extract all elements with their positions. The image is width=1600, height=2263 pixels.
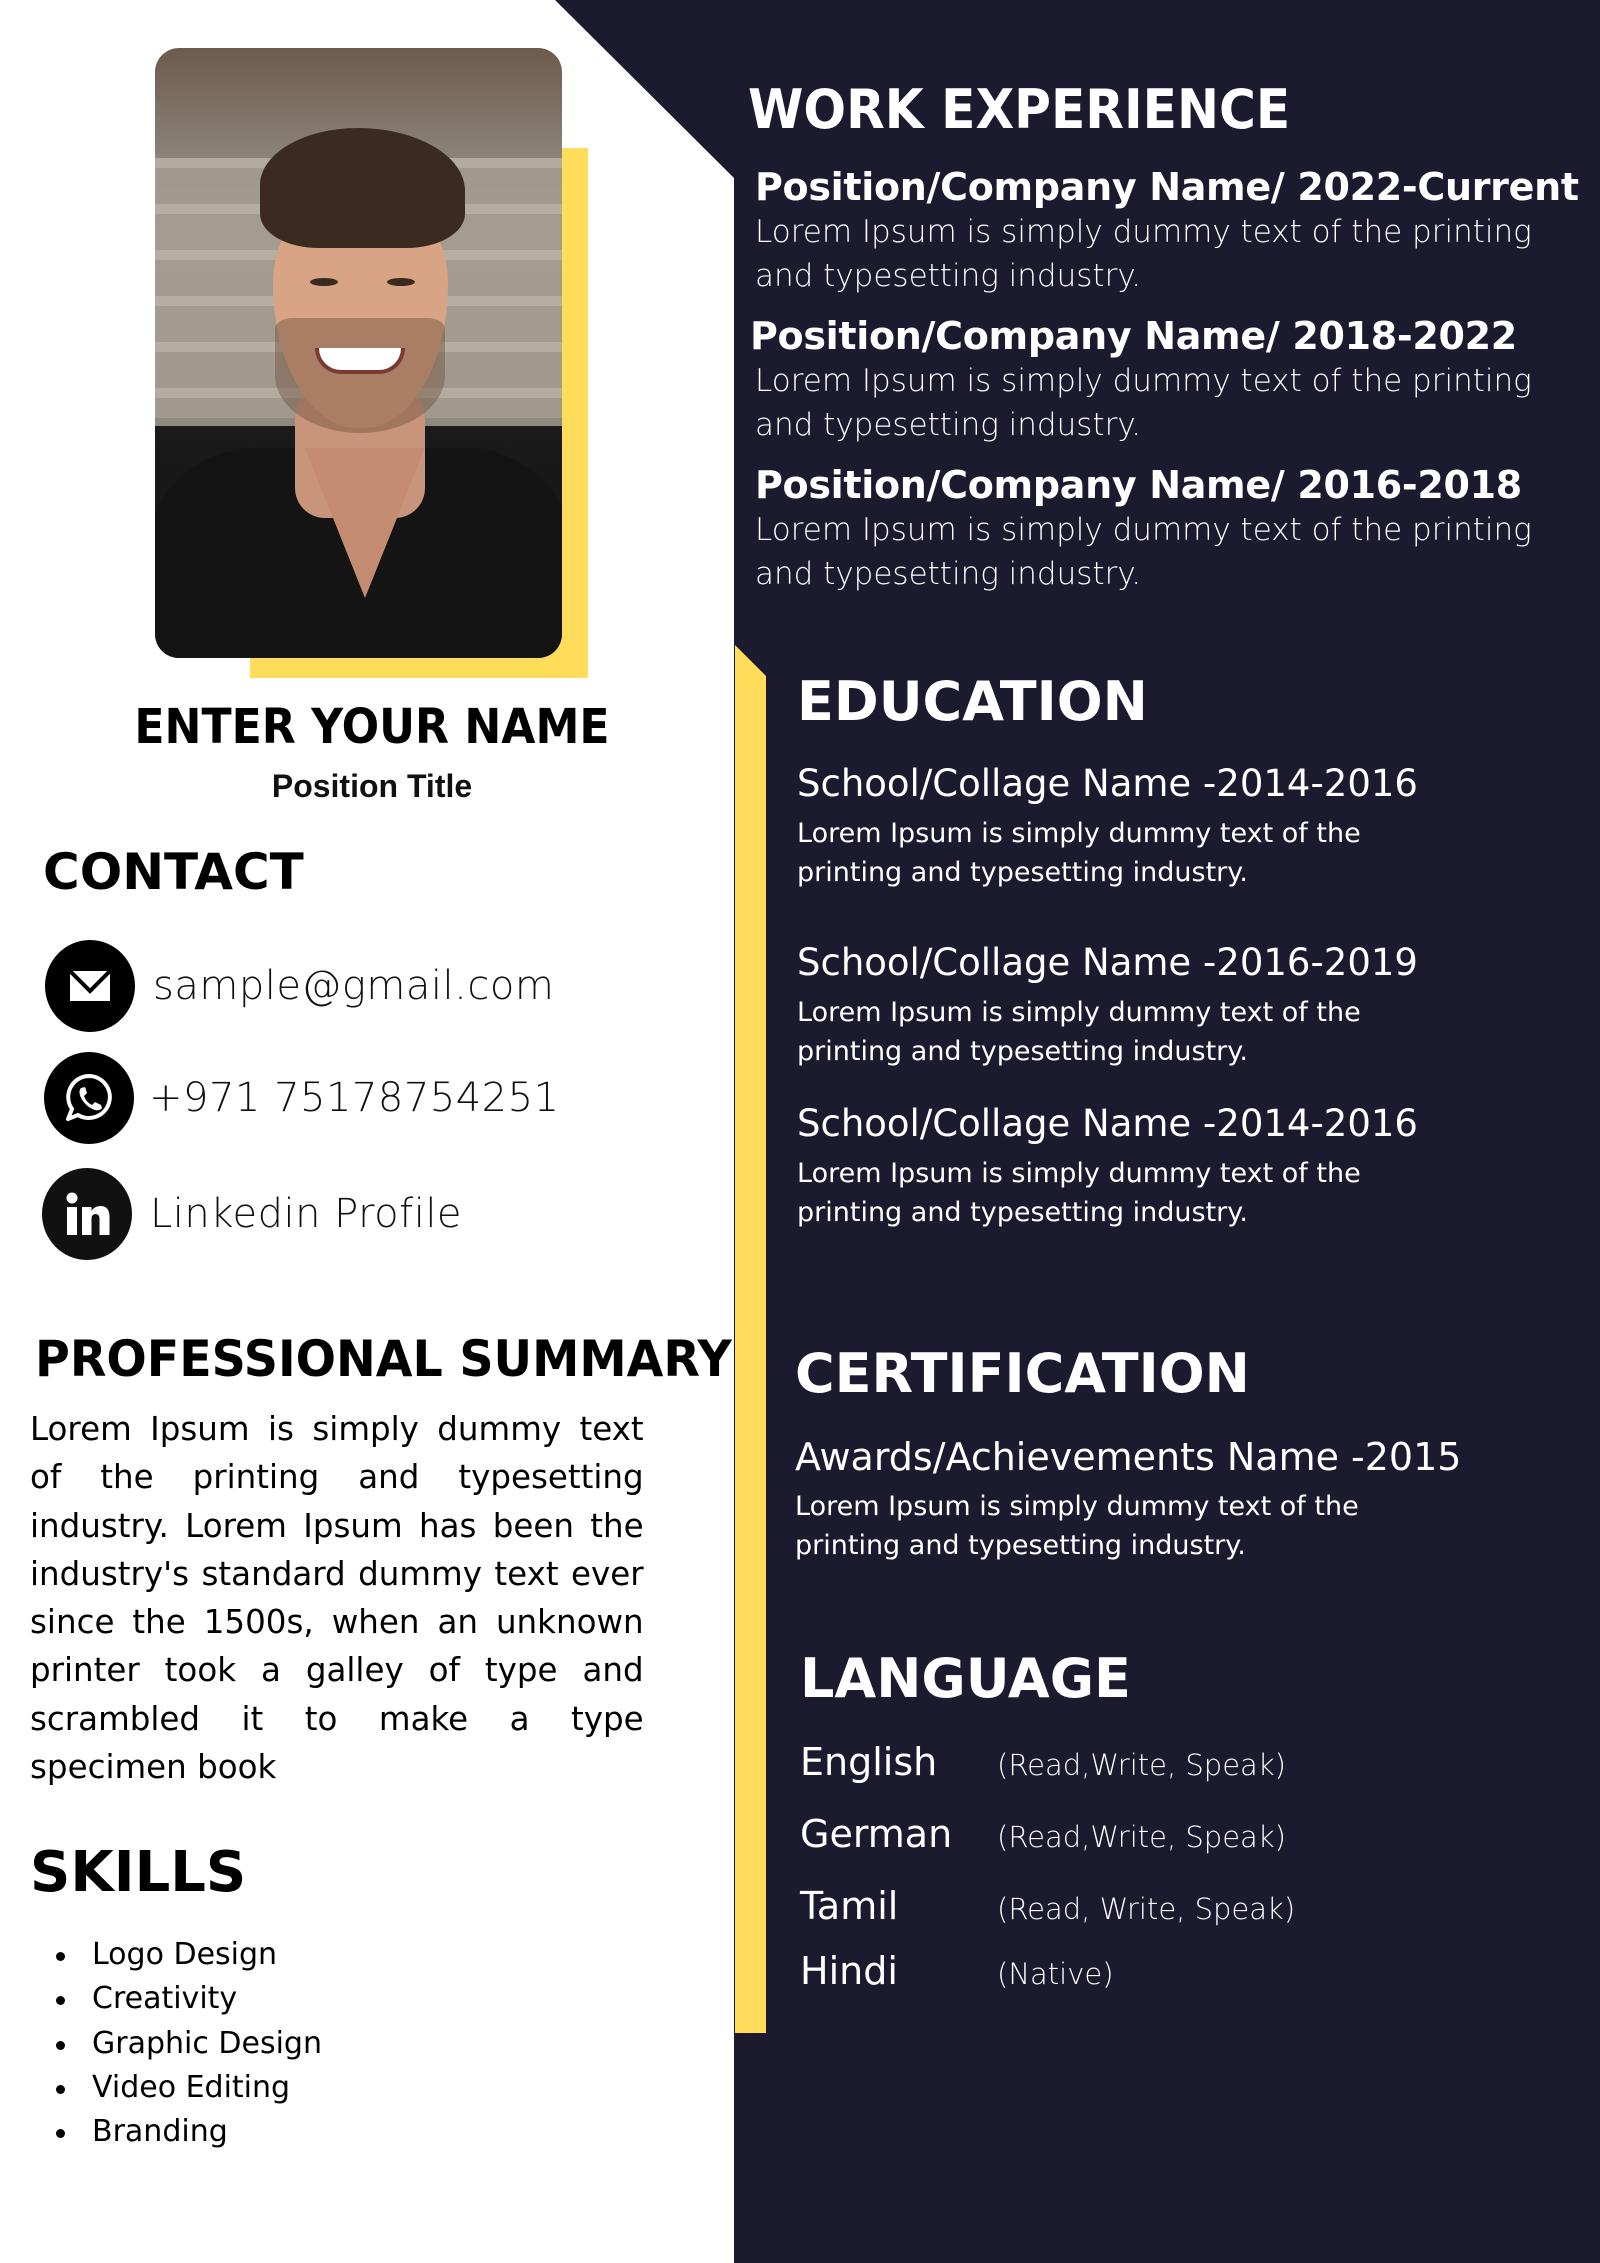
language-level: (Read, Write, Speak) — [997, 1892, 1296, 1926]
language-level: (Read,Write, Speak) — [997, 1748, 1286, 1782]
job-description: Lorem Ipsum is simply dummy text of the printing and typesetting industry. — [755, 512, 1532, 592]
education-entry — [797, 940, 1577, 1071]
language-name: English — [800, 1740, 938, 1784]
contact-linkedin[interactable] — [42, 1168, 462, 1260]
skill-item: Branding — [56, 2110, 322, 2154]
language-row — [800, 1949, 1114, 1993]
education-description: Lorem Ipsum is simply dummy text of the printing and typesetting industry. — [797, 1158, 1361, 1228]
linkedin-icon — [42, 1168, 132, 1260]
skill-item: Graphic Design — [56, 2022, 322, 2066]
language-level: (Read,Write, Speak) — [997, 1820, 1286, 1854]
education-title: School/Collage Name -2014-2016 — [797, 1102, 1418, 1145]
job-entry — [750, 313, 1595, 447]
job-entry — [755, 462, 1600, 596]
skill-item: Video Editing — [56, 2066, 322, 2110]
linkedin-text: Linkedin Profile — [150, 1191, 463, 1237]
language-row — [800, 1812, 1286, 1856]
summary-text: Lorem Ipsum is simply dummy text of the printing and typesetting industry. Lorem Ipsum has been the industry's standard dummy text ever since the 1500s, when an unknown printer took a galley of type and scrambled it to make a type specimen book — [30, 1409, 644, 1787]
job-description: Lorem Ipsum is simply dummy text of the printing and typesetting industry. — [755, 214, 1532, 294]
whatsapp-icon — [44, 1052, 134, 1144]
education-title: School/Collage Name -2016-2019 — [797, 941, 1418, 984]
education-description: Lorem Ipsum is simply dummy text of the printing and typesetting industry. — [797, 818, 1361, 888]
certification-title: Awards/Achievements Name -2015 — [795, 1435, 1462, 1479]
email-text: sample@gmail.com — [153, 963, 555, 1009]
job-title: Position/Company Name/ 2016-2018 — [755, 463, 1522, 507]
email-icon — [45, 940, 135, 1032]
summary-heading: PROFESSIONAL SUMMARY — [35, 1330, 732, 1388]
language-heading: LANGUAGE — [800, 1647, 1131, 1710]
contact-email[interactable] — [45, 940, 554, 1032]
certification-entry — [795, 1434, 1595, 1565]
language-row — [800, 1884, 1295, 1928]
skill-item: Creativity — [56, 1977, 322, 2021]
job-description: Lorem Ipsum is simply dummy text of the printing and typesetting industry. — [755, 363, 1532, 443]
education-entry — [797, 1101, 1577, 1232]
job-title: Position/Company Name/ 2018-2022 — [750, 314, 1517, 358]
certification-heading: CERTIFICATION — [795, 1342, 1250, 1405]
education-description: Lorem Ipsum is simply dummy text of the printing and typesetting industry. — [797, 997, 1361, 1067]
job-title: Position/Company Name/ 2022-Current — [755, 165, 1579, 209]
language-name: Tamil — [800, 1884, 899, 1928]
profile-photo — [155, 48, 562, 658]
education-heading: EDUCATION — [797, 670, 1148, 733]
language-name: Hindi — [800, 1949, 898, 1993]
skills-heading: SKILLS — [30, 1840, 247, 1905]
skill-item: Logo Design — [56, 1933, 322, 1977]
work-experience-heading: WORK EXPERIENCE — [748, 78, 1291, 141]
position-title: Position Title — [271, 768, 473, 804]
education-title: School/Collage Name -2014-2016 — [797, 762, 1418, 805]
language-level: (Native) — [997, 1957, 1114, 1991]
language-name: German — [800, 1812, 953, 1856]
education-entry — [797, 761, 1577, 892]
contact-heading: CONTACT — [43, 843, 304, 901]
phone-text: +971 75178754251 — [149, 1075, 560, 1121]
contact-phone[interactable] — [44, 1052, 560, 1144]
candidate-name: ENTER YOUR NAME — [134, 699, 610, 755]
skills-list — [56, 1933, 322, 2154]
job-entry — [755, 164, 1600, 298]
language-row — [800, 1740, 1286, 1784]
accent-strip — [735, 645, 766, 2033]
certification-description: Lorem Ipsum is simply dummy text of the printing and typesetting industry. — [795, 1491, 1359, 1561]
